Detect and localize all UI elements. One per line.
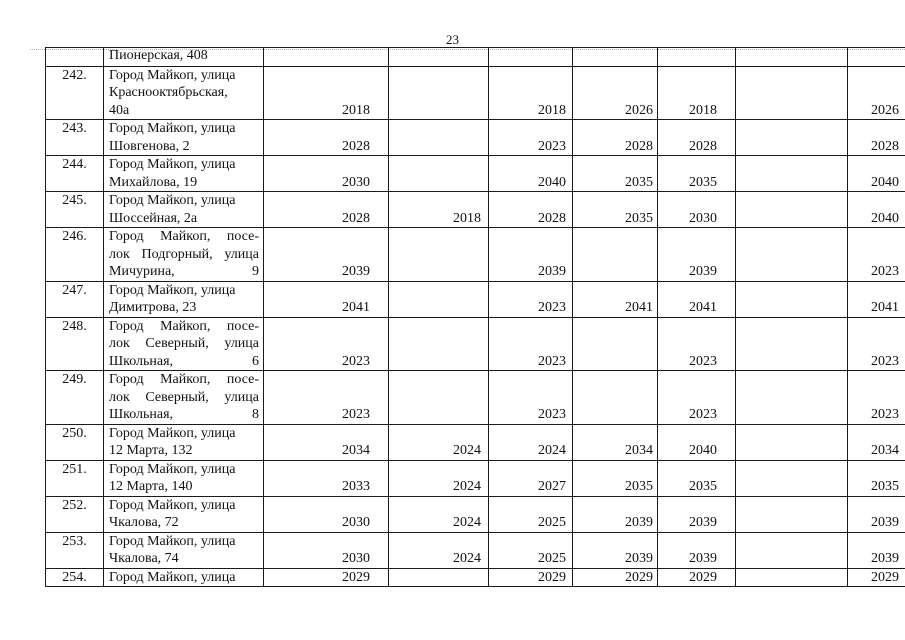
- address-line: [109, 389, 259, 407]
- table-row: [46, 496, 905, 532]
- year-cell: 2025: [489, 532, 573, 568]
- address-line: [109, 425, 259, 443]
- table-row: [46, 460, 905, 496]
- year-cell: 2027: [489, 460, 573, 496]
- address-word: 12: [109, 443, 123, 458]
- year-cell: 2034: [264, 424, 389, 460]
- address-word: Город: [109, 157, 144, 172]
- address-cell: [104, 532, 264, 568]
- address-line: [109, 335, 259, 353]
- address-word: Город: [109, 67, 144, 83]
- address-cell: [104, 496, 264, 532]
- address-line: [109, 84, 259, 102]
- address-word: Марта,: [126, 443, 168, 458]
- address-word: Майкоп,: [147, 533, 198, 549]
- year-cell: 2035: [658, 460, 736, 496]
- address-cell: [104, 317, 264, 371]
- address-word: 132: [171, 443, 193, 458]
- address-word: 72: [164, 515, 179, 530]
- address-word: 74: [164, 551, 179, 566]
- table-row: [46, 48, 905, 67]
- address-line: [109, 497, 259, 515]
- year-cell: [389, 281, 489, 317]
- row-number: 243.: [46, 120, 104, 156]
- address-word: улица: [200, 497, 236, 513]
- year-cell: 2035: [573, 156, 658, 192]
- address-word: Чкалова,: [109, 515, 162, 530]
- year-cell: 2028: [848, 120, 905, 156]
- year-cell: 2039: [264, 228, 389, 282]
- row-number: 253.: [46, 532, 104, 568]
- address-word: Майкоп,: [147, 497, 198, 513]
- address-word: Город: [109, 569, 144, 585]
- address-line: [109, 102, 259, 120]
- year-cell: 2040: [658, 424, 736, 460]
- address-word: Город: [109, 318, 144, 334]
- address-word: улица: [224, 389, 259, 405]
- year-cell: 2025: [489, 496, 573, 532]
- year-cell: [389, 371, 489, 425]
- year-cell: 2041: [264, 281, 389, 317]
- year-cell: [389, 228, 489, 282]
- year-cell: 2035: [658, 156, 736, 192]
- year-cell: 2030: [264, 156, 389, 192]
- row-number: 250.: [46, 424, 104, 460]
- year-cell: 2028: [489, 192, 573, 228]
- address-word: Город: [109, 533, 144, 549]
- address-line: [109, 478, 259, 496]
- address-word: Майкоп,: [147, 67, 198, 83]
- year-cell: 2023: [658, 371, 736, 425]
- address-word: Краснооктябрьская,: [109, 85, 228, 100]
- address-word: Майкоп,: [147, 425, 198, 441]
- year-cell: 2029: [848, 568, 905, 587]
- address-line: [109, 138, 259, 156]
- address-word: Марта,: [126, 479, 168, 494]
- year-cell: 2023: [489, 120, 573, 156]
- address-cell: [104, 66, 264, 120]
- address-line: [109, 282, 259, 300]
- table-row: [46, 228, 905, 282]
- year-cell: 2029: [489, 568, 573, 587]
- row-number: 249.: [46, 371, 104, 425]
- address-word: Майкоп,: [160, 318, 211, 334]
- year-cell: 2026: [573, 66, 658, 120]
- address-line: [109, 48, 259, 66]
- address-word: 12: [109, 479, 123, 494]
- year-cell: [389, 317, 489, 371]
- row-number: 244.: [46, 156, 104, 192]
- page-number: 23: [446, 32, 459, 47]
- year-cell: 2018: [489, 66, 573, 120]
- address-line: [109, 550, 259, 568]
- address-cell: [104, 156, 264, 192]
- year-cell: [736, 424, 848, 460]
- address-word: лок: [109, 389, 130, 405]
- year-cell: [389, 120, 489, 156]
- address-word: Школьная,: [109, 407, 174, 422]
- address-word: Майкоп,: [160, 372, 211, 387]
- address-cell: [104, 371, 264, 425]
- table-row: [46, 568, 905, 587]
- year-cell: 2028: [658, 120, 736, 156]
- address-cell: [104, 192, 264, 228]
- year-cell: [736, 192, 848, 228]
- address-word: улица: [200, 67, 236, 83]
- row-number: 246.: [46, 228, 104, 282]
- year-cell: [573, 317, 658, 371]
- year-cell: 2024: [389, 532, 489, 568]
- year-cell: 2041: [848, 281, 905, 317]
- year-cell: [736, 66, 848, 120]
- year-cell: 2018: [658, 66, 736, 120]
- year-cell: [736, 48, 848, 67]
- year-cell: 2026: [848, 66, 905, 120]
- row-number: 245.: [46, 192, 104, 228]
- year-cell: 2024: [489, 424, 573, 460]
- table-row: [46, 120, 905, 156]
- year-cell: [736, 460, 848, 496]
- year-cell: 2034: [573, 424, 658, 460]
- address-word: посе-: [226, 372, 259, 387]
- year-cell: 2024: [389, 496, 489, 532]
- address-cell: [104, 281, 264, 317]
- address-word: Майкоп,: [147, 461, 198, 477]
- row-number: 247.: [46, 281, 104, 317]
- year-cell: [736, 371, 848, 425]
- address-word: 408: [186, 48, 208, 63]
- year-cell: [736, 317, 848, 371]
- address-line: [109, 156, 259, 174]
- address-word: 2а: [183, 210, 198, 226]
- year-cell: 2028: [264, 120, 389, 156]
- year-cell: 2029: [573, 568, 658, 587]
- address-line: [109, 67, 259, 85]
- address-word: 2: [182, 138, 190, 154]
- year-cell: [489, 48, 573, 67]
- address-word: улица: [200, 461, 236, 477]
- address-word: Подгорный,: [141, 246, 213, 262]
- address-line: [109, 353, 259, 371]
- year-cell: 2023: [264, 371, 389, 425]
- address-line: [109, 533, 259, 551]
- year-cell: 2023: [848, 371, 905, 425]
- address-word: улица: [200, 569, 236, 585]
- year-cell: 2034: [848, 424, 905, 460]
- address-word: Майкоп,: [160, 229, 211, 244]
- address-line: [109, 120, 259, 138]
- address-word: Северный,: [145, 389, 209, 405]
- address-word: Северный,: [145, 336, 209, 351]
- address-word: улица: [224, 246, 259, 262]
- address-word: улица: [224, 336, 259, 351]
- year-cell: 2035: [573, 192, 658, 228]
- address-word: 40а: [109, 102, 130, 118]
- year-cell: 2024: [389, 460, 489, 496]
- table-row: [46, 281, 905, 317]
- address-word: улица: [200, 121, 236, 136]
- year-cell: [848, 48, 905, 67]
- address-word: Школьная,: [109, 353, 174, 369]
- year-cell: 2029: [264, 568, 389, 587]
- year-cell: [389, 66, 489, 120]
- year-cell: [658, 48, 736, 67]
- table-row: [46, 371, 905, 425]
- year-cell: [736, 281, 848, 317]
- table-row: [46, 156, 905, 192]
- year-cell: 2040: [489, 156, 573, 192]
- address-word: 9: [252, 264, 259, 279]
- year-cell: 2033: [264, 460, 389, 496]
- address-line: [109, 514, 259, 532]
- address-word: Город: [109, 282, 144, 298]
- year-cell: 2039: [848, 496, 905, 532]
- address-word: Город: [109, 229, 144, 244]
- address-word: 23: [182, 300, 197, 315]
- address-word: посе-: [226, 318, 259, 334]
- address-word: Город: [109, 372, 144, 387]
- address-word: улица: [200, 282, 236, 298]
- year-cell: [736, 496, 848, 532]
- address-word: 6: [252, 353, 259, 369]
- year-cell: 2040: [848, 192, 905, 228]
- table-row: [46, 66, 905, 120]
- housing-repair-schedule-table: [45, 47, 905, 587]
- address-word: Город: [109, 425, 144, 441]
- address-word: лок: [109, 336, 130, 351]
- year-cell: 2023: [848, 317, 905, 371]
- year-cell: 2039: [573, 532, 658, 568]
- year-cell: 2023: [848, 228, 905, 282]
- year-cell: 2028: [573, 120, 658, 156]
- address-word: улица: [200, 157, 236, 172]
- table-row: [46, 532, 905, 568]
- row-number: 248.: [46, 317, 104, 371]
- year-cell: [736, 120, 848, 156]
- year-cell: 2035: [573, 460, 658, 496]
- address-word: 8: [252, 407, 259, 422]
- year-cell: 2041: [573, 281, 658, 317]
- address-word: Майкоп,: [147, 157, 198, 172]
- address-word: Шоссейная,: [109, 210, 181, 226]
- year-cell: [736, 532, 848, 568]
- address-word: Мичурина,: [109, 264, 175, 279]
- address-line: [109, 192, 259, 210]
- address-cell: [104, 424, 264, 460]
- address-word: 19: [183, 174, 198, 190]
- year-cell: 2039: [573, 496, 658, 532]
- address-word: Майкоп,: [147, 282, 198, 298]
- year-cell: 2030: [264, 496, 389, 532]
- address-line: [109, 406, 259, 424]
- address-line: [109, 318, 259, 336]
- address-word: Город: [109, 497, 144, 513]
- year-cell: 2041: [658, 281, 736, 317]
- address-line: [109, 299, 259, 317]
- address-word: Майкоп,: [147, 193, 198, 208]
- address-word: Шовгенова,: [109, 138, 180, 154]
- row-number: 251.: [46, 460, 104, 496]
- row-number: [46, 48, 104, 67]
- address-line: [109, 228, 259, 246]
- address-word: улица: [200, 193, 236, 208]
- year-cell: [736, 568, 848, 587]
- year-cell: [736, 228, 848, 282]
- year-cell: [573, 371, 658, 425]
- year-cell: [389, 568, 489, 587]
- address-cell: [104, 460, 264, 496]
- address-line: [109, 461, 259, 479]
- address-cell: [104, 48, 264, 67]
- year-cell: 2030: [264, 532, 389, 568]
- address-word: Город: [109, 461, 144, 477]
- year-cell: 2028: [264, 192, 389, 228]
- year-cell: 2023: [264, 317, 389, 371]
- year-cell: [573, 228, 658, 282]
- year-cell: [389, 48, 489, 67]
- year-cell: 2018: [264, 66, 389, 120]
- address-word: улица: [200, 533, 236, 549]
- address-word: Чкалова,: [109, 551, 162, 566]
- row-number: 254.: [46, 568, 104, 587]
- address-line: [109, 210, 259, 228]
- year-cell: 2029: [658, 568, 736, 587]
- year-cell: [736, 156, 848, 192]
- year-cell: [389, 156, 489, 192]
- address-word: улица: [200, 425, 236, 441]
- table-row: [46, 317, 905, 371]
- table-body: [46, 48, 905, 587]
- row-number: 252.: [46, 496, 104, 532]
- year-cell: 2023: [489, 317, 573, 371]
- address-line: [109, 442, 259, 460]
- address-cell: [104, 120, 264, 156]
- address-line: [109, 371, 259, 389]
- year-cell: 2039: [658, 228, 736, 282]
- year-cell: 2023: [489, 281, 573, 317]
- address-word: посе-: [226, 229, 259, 244]
- address-word: Майкоп,: [147, 121, 198, 136]
- year-cell: 2040: [848, 156, 905, 192]
- year-cell: [573, 48, 658, 67]
- address-word: Город: [109, 193, 144, 208]
- address-cell: [104, 568, 264, 587]
- year-cell: 2023: [658, 317, 736, 371]
- year-cell: 2024: [389, 424, 489, 460]
- address-line: [109, 263, 259, 281]
- address-line: [109, 174, 259, 192]
- year-cell: 2039: [848, 532, 905, 568]
- year-cell: 2018: [389, 192, 489, 228]
- address-word: Димитрова,: [109, 300, 179, 315]
- year-cell: 2039: [658, 532, 736, 568]
- address-word: лок: [109, 246, 130, 262]
- year-cell: 2030: [658, 192, 736, 228]
- address-line: [109, 569, 259, 587]
- address-word: 140: [171, 479, 193, 494]
- address-line: [109, 246, 259, 264]
- address-word: Пионерская,: [109, 48, 184, 63]
- address-word: Михайлова,: [109, 174, 180, 190]
- table-row: [46, 192, 905, 228]
- year-cell: 2039: [658, 496, 736, 532]
- year-cell: 2035: [848, 460, 905, 496]
- year-cell: [264, 48, 389, 67]
- address-word: Майкоп,: [147, 569, 198, 585]
- year-cell: 2023: [489, 371, 573, 425]
- address-word: Город: [109, 121, 144, 136]
- row-number: 242.: [46, 66, 104, 120]
- table-row: [46, 424, 905, 460]
- year-cell: 2039: [489, 228, 573, 282]
- address-cell: [104, 228, 264, 282]
